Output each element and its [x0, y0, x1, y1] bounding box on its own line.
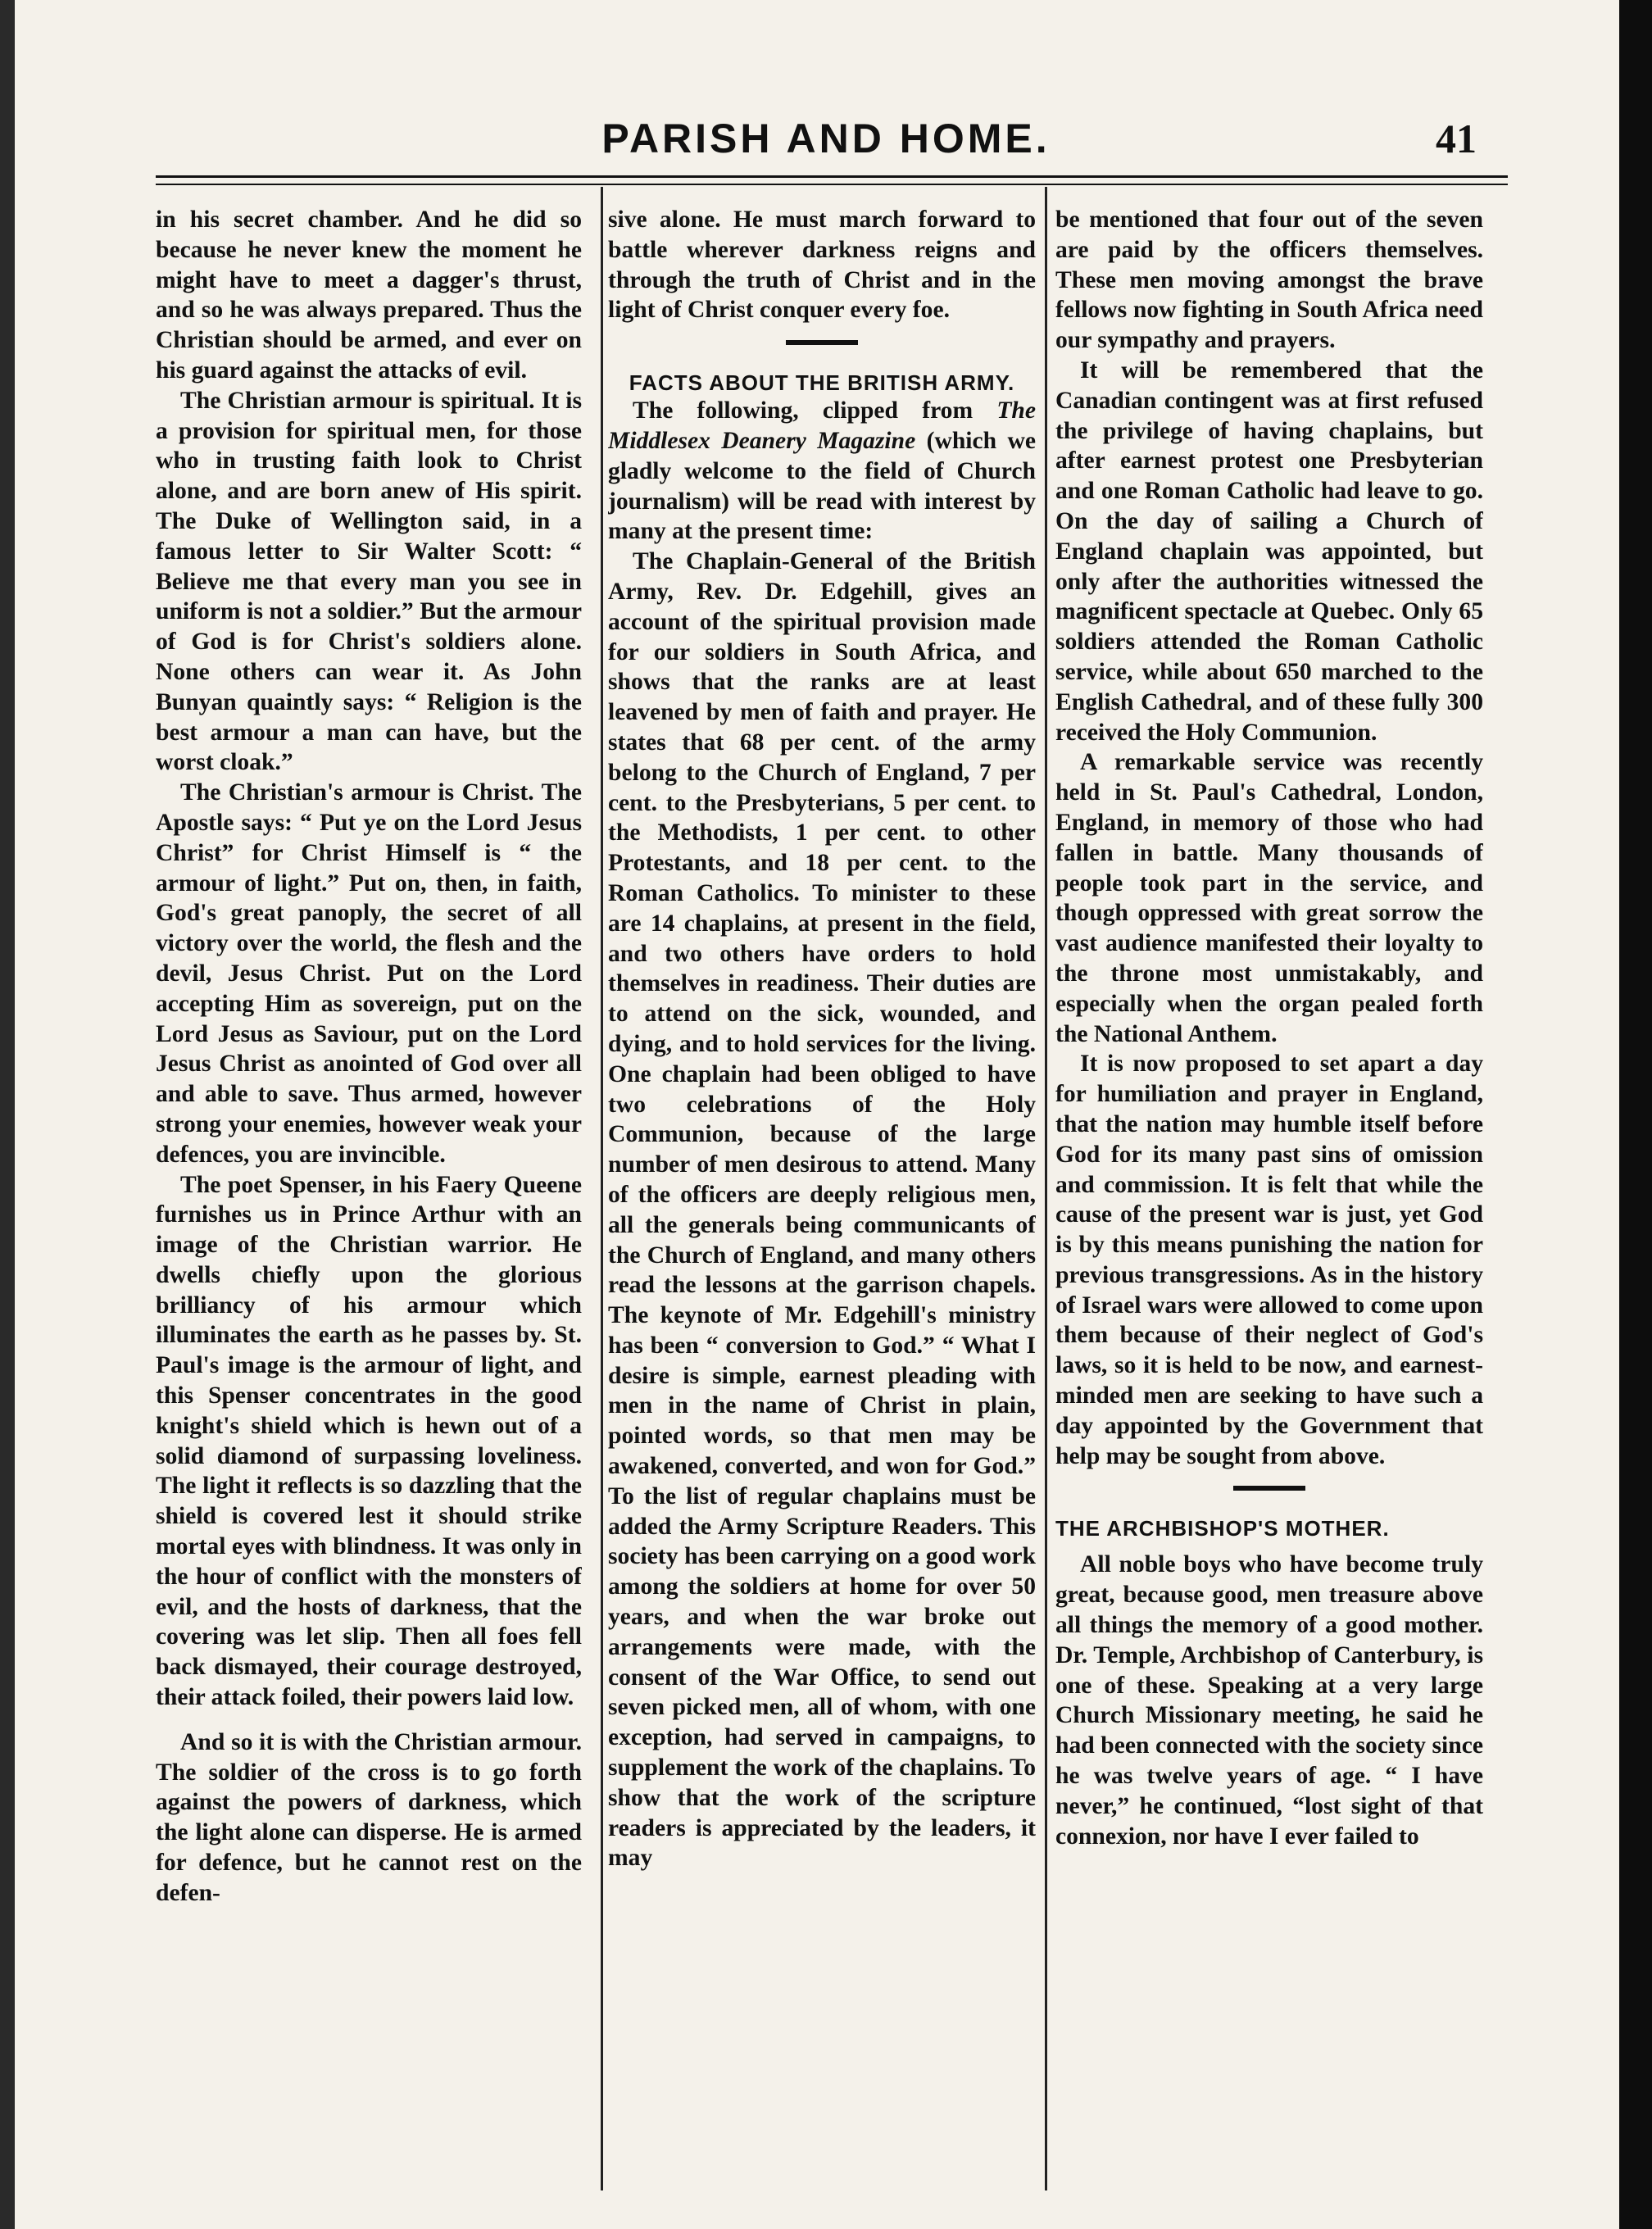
section-heading-archbishops-mother: THE ARCHBISHOP'S MOTHER. [1055, 1516, 1390, 1541]
section-heading-british-army: FACTS ABOUT THE BRITISH ARMY. [629, 370, 1015, 396]
paragraph: All noble boys who have become truly great, because good, men treasure above all things the memory of a good mother. Dr. Temple, Archbishop of Canterbury, is one of these. Speaking at a very large Church Missionary meeting, he said he had been connected with the society since he was twelve years of age. “ I have never,” he continued, “lost sight of that connexion, nor have I ever failed to [1055, 1551, 1483, 1850]
section-divider [786, 340, 858, 345]
text-run: The following, clipped from [633, 397, 997, 424]
column-divider-left [601, 187, 603, 2190]
paragraph [608, 396, 1036, 547]
right-page-edge [1619, 0, 1652, 2229]
paragraph: The Chaplain-General of the British Army, Rev. Dr. Edgehill, gives an account of the spiritual provision made for our soldiers in South Africa, and shows that the ranks are at least leavened by men of faith and prayer. He states that 68 per cent. of the army belong to the Church of England, 7 per cent. to the Presbyterians, 5 per cent. to the Methodists, 1 per cent. to other Protestants, and 18 per cent. to the Roman Catholics. To minister to these are 14 chaplains, at present in the field, and two others have orders to hold themselves in readiness. Their duties are to attend on the sick, wounded, and dying, and to hold services for the living. One chaplain had been obliged to have two celebrations of the Holy Communion, because of the large number of men desirous to attend. Many of the officers are deeply religious men, all the generals being communicants of the Church of England, and many others read the lessons at the garrison chapels. The keynote of Mr. Edgehill's ministry has been “ conversion to God.” “ What I desire is simple, earnest pleading with men in the name of Christ in plain, pointed words, so that men may be awakened, converted, and won for God.” To the list of regular chaplains must be added the Army Scripture Readers. This society has been carrying on a good work among the soldiers at home for over 50 years, and when the war broke out arrangements were made, with the consent of the War Office, to send out seven picked men, all of whom, with one exception, had served in campaigns, to supplement the work of the chaplains. To show that the work of the scripture readers is appreciated by the leaders, it may [608, 548, 1036, 1872]
paragraph: be mentioned that four out of the seven are paid by the officers themselves. These men moving amongst the brave fellows now fighting in South Africa need our sympathy and prayers. [1055, 207, 1483, 354]
header-title: PARISH AND HOME. [601, 116, 1051, 161]
column-3 [1055, 205, 1483, 2196]
header-rule-bottom [156, 184, 1508, 185]
paragraph: The Christian armour is spiritual. It is a provision for spiritual men, for those who in trusting faith look to Christ alone, and are born anew of His spirit. The Duke of Wellington said, in a famous letter to Sir Walter Scott: “ Believe me that every man you see in uniform is not a soldier.” But the armour of God is for Christ's soldiers alone. None others can wear it. As John Bunyan quaintly says: “ Religion is the best armour a man can have, but the worst cloak.” [156, 387, 582, 776]
column-divider-right [1045, 187, 1047, 2190]
paragraph: The Christian's armour is Christ. The Apostle says: “ Put ye on the Lord Jesus Christ” for Christ Himself is “ the armour of light.” Put on, then, in faith, God's great panoply, the secret of all victory over the world, the flesh and the devil, Jesus Christ. Put on the Lord accepting Him as sovereign, put on the Lord Jesus as Saviour, put on the Lord Jesus Christ as anointed of God over all and able to save. Thus armed, however strong your enemies, however weak your defences, you are invincible. [156, 779, 582, 1168]
paragraph: in his secret chamber. And he did so because he never knew the moment he might have to meet a dagger's thrust, and so he was always prepared. Thus the Christian should be armed, and ever on his guard against the attacks of evil. [156, 207, 582, 384]
paragraph: A remarkable service was recently held in St. Paul's Cathedral, London, England, in memory of those who had fallen in battle. Many thousands of people took part in the service, and though oppressed with great sorrow the vast audience manifested their loyalty to the throne most unmistakably, and especially when the organ pealed forth the National Anthem. [1055, 749, 1483, 1047]
header-rule-top [156, 175, 1508, 178]
page-number: 41 [1436, 116, 1477, 161]
paragraph: It will be remembered that the Canadian contingent was at first refused the privilege of having chaplains, but after earnest protest one Presbyterian and one Roman Catholic had leave to go. On the day of sailing a Church of England chaplain was appointed, but only after the authorities witnessed the magnificent spectacle at Quebec. Only 65 soldiers attended the Roman Catholic service, while about 650 marched to the English Cathedral, and of these fully 300 received the Holy Communion. [1055, 356, 1483, 746]
column-1 [156, 205, 582, 2196]
text-run: (which we gladly welcome to the field of Church journalism) will be read with interest by many at the present time: [608, 427, 1036, 545]
magazine-title: The Middlesex Deanery Magazine [608, 397, 1036, 454]
binding-edge [0, 0, 15, 2229]
paragraph: The poet Spenser, in his Faery Queene furnishes us in Prince Arthur with an image of the Christian warrior. He dwells chiefly upon the glorious brilliancy of his armour which illuminates the earth as he passes by. St. Paul's image is the armour of light, and this Spenser concentrates in the good knight's shield which is hewn out of a solid diamond of surpassing loveliness. The light it reflects is so dazzling that the shield is covered lest it should strike mortal eyes with blindness. It was only in the hour of conflict with the monsters of evil, and the hosts of darkness, that the covering was let slip. Then all foes fell back dismayed, their courage destroyed, their attack foiled, their powers laid low. [156, 1171, 582, 1711]
paragraph: And so it is with the Christian armour. The soldier of the cross is to go forth against the powers of darkness, which the light alone can disperse. He is armed for defence, but he cannot rest on the defen- [156, 1728, 582, 1906]
paragraph: sive alone. He must march forward to battle wherever darkness reigns and through the truth of Christ and in the light of Christ conquer every foe. [608, 207, 1036, 324]
paragraph: It is now proposed to set apart a day for humiliation and prayer in England, that the nation may humble itself before God for its many past sins of omission and commission. It is felt that while the cause of the present war is just, yet God is by this means punishing the nation for previous transgressions. As in the history of Israel wars were allowed to come upon them because of their neglect of God's laws, so it is held to be now, and earnest-minded men are seeking to have such a day appointed by the Government that help may be sought from above. [1055, 1051, 1483, 1469]
column-2 [608, 205, 1036, 2196]
section-divider [1233, 1486, 1305, 1491]
